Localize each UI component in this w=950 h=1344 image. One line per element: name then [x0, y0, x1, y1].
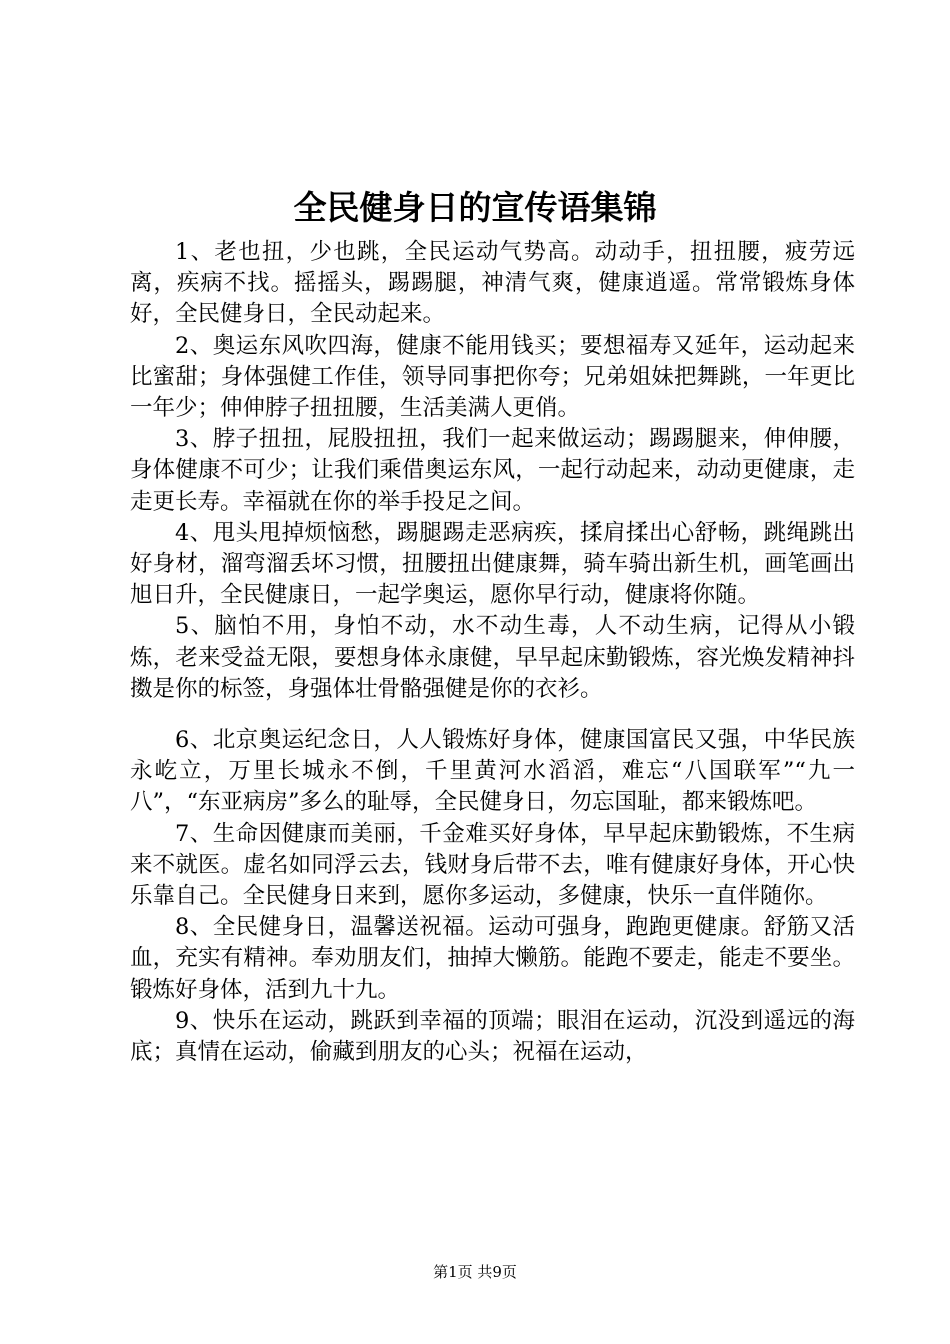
document-title: 全民健身日的宣传语集锦	[293, 188, 657, 227]
paragraph-6: 6、北京奥运纪念日，人人锻炼好身体，健康国富民又强，中华民族永屹立，万里长城永不倒，千里黄河水滔滔，难忘“八国联军”“九一八”，“东亚病房”多么的耻辱，全民健身日，勿忘国耻，都来锻炼吧。	[130, 727, 855, 816]
paragraph-7: 7、生命因健康而美丽，千金难买好身体，早早起床勤锻炼，不生病来不就医。虚名如同浮云去，钱财身后带不去，唯有健康好身体，开心快乐靠自己。全民健身日来到，愿你多运动，多健康，快乐一直伴随你。	[130, 820, 855, 910]
paragraph-4: 4、甩头甩掉烦恼愁，踢腿踢走恶病疾，揉肩揉出心舒畅，跳绳跳出好身材，溜弯溜丢坏习惯，扭腰扭出健康舞，骑车骑出新生机，画笔画出旭日升，全民健康日，一起学奥运，愿你早行动，健康将你随。	[130, 519, 855, 609]
paragraph-9: 9、快乐在运动，跳跃到幸福的顶端；眼泪在运动，沉没到遥远的海底；真情在运动，偷藏到朋友的心头；祝福在运动，	[130, 1007, 855, 1066]
paragraph-2: 2、奥运东风吹四海，健康不能用钱买；要想福寿又延年，运动起来比蜜甜；身体强健工作佳，领导同事把你夸；兄弟姐妹把舞跳，一年更比一年少；伸伸脖子扭扭腰，生活美满人更俏。	[130, 332, 855, 422]
paragraph-3: 3、脖子扭扭，屁股扭扭，我们一起来做运动；踢踢腿来，伸伸腰，身体健康不可少；让我们乘借奥运东风，一起行动起来，动动更健康，走走更长寿。幸福就在你的举手投足之间。	[130, 426, 855, 515]
paragraph-5: 5、脑怕不用，身怕不动，水不动生毒，人不动生病，记得从小锻炼，老来受益无限，要想身体永康健，早早起床勤锻炼，容光焕发精神抖擞是你的标签，身强体壮骨骼强健是你的衣衫。	[130, 613, 855, 702]
paragraph-8: 8、全民健身日，温馨送祝福。运动可强身，跑跑更健康。舒筋又活血，充实有精神。奉劝朋友们，抽掉大懒筋。能跑不要走，能走不要坐。锻炼好身体，活到九十九。	[130, 914, 855, 1003]
document-body	[130, 237, 855, 1068]
page-footer: 第1页 共9页	[433, 1263, 517, 1281]
paragraph-1: 1、老也扭，少也跳，全民运动气势高。动动手，扭扭腰，疲劳远离，疾病不找。摇摇头，踢踢腿，神清气爽，健康逍遥。常常锻炼身体好，全民健身日，全民动起来。	[130, 239, 855, 328]
